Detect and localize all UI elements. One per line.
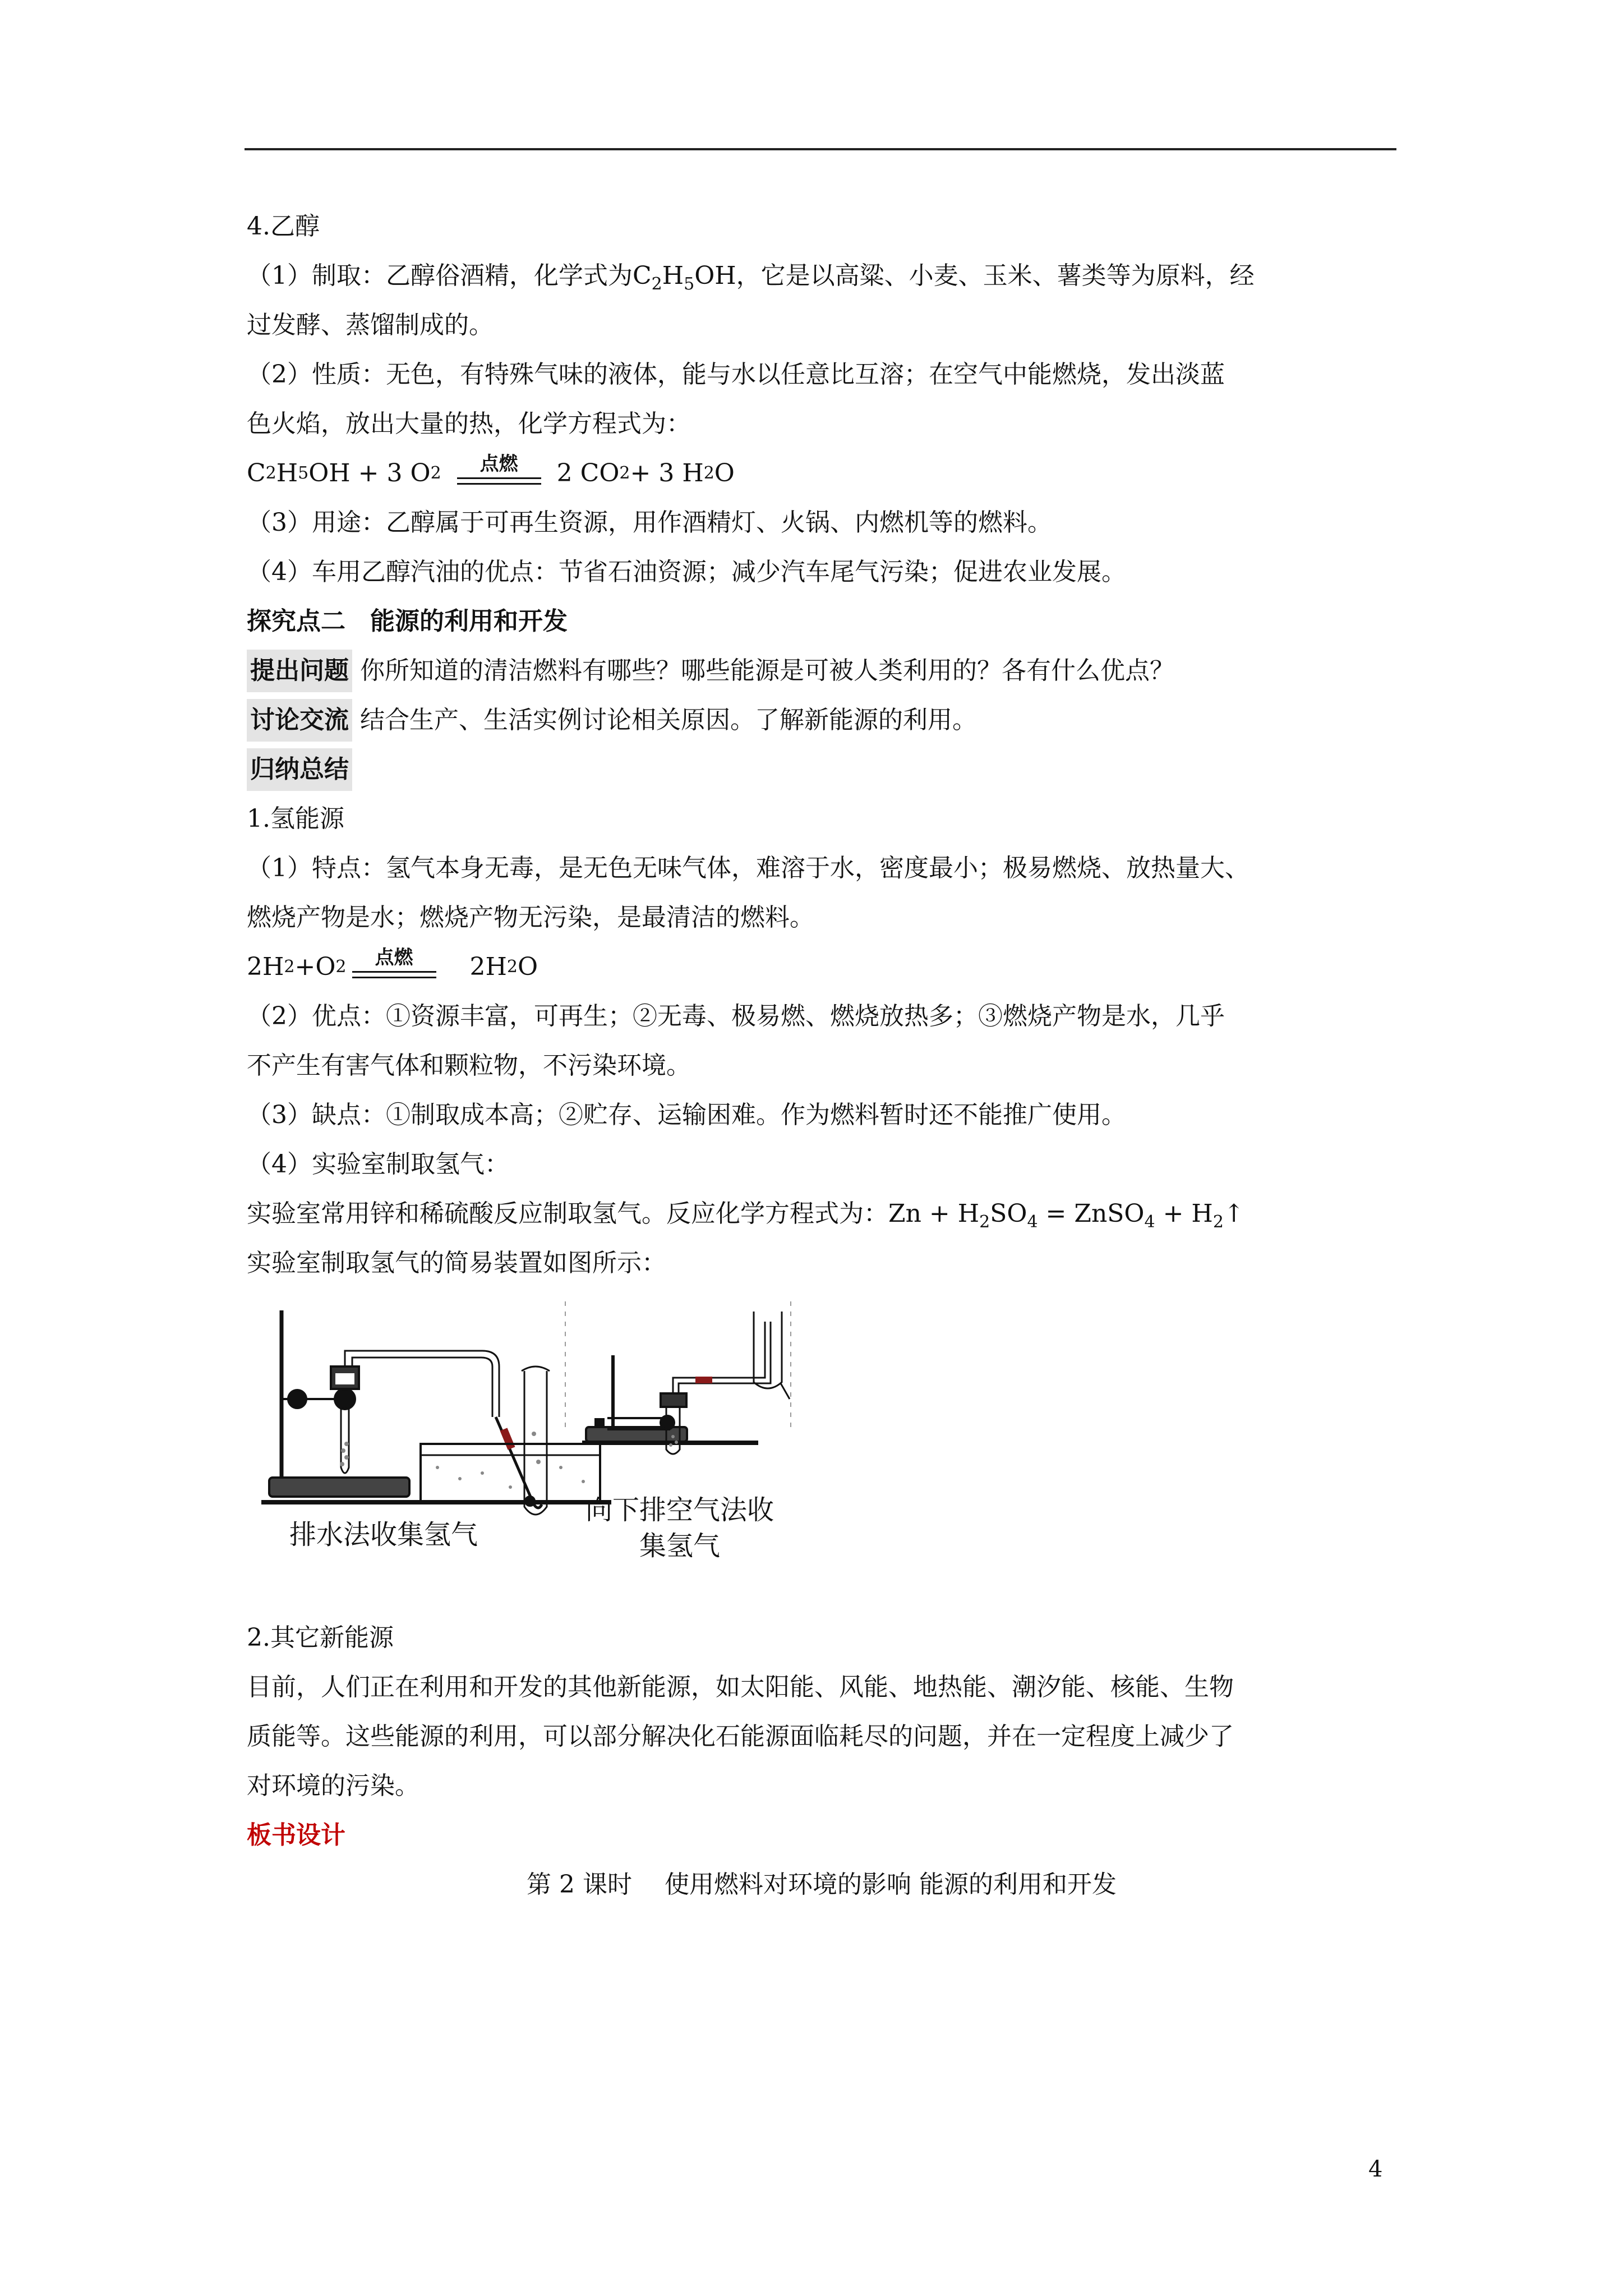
question-row (247, 646, 1396, 696)
board-design-title: 第 2 课时 使用燃料对环境的影响 能源的利用和开发 (527, 1870, 1117, 1899)
ethanol-gasoline-advantages: （4）车用乙醇汽油的优点：节省石油资源；减少汽车尾气污染；促进农业发展。 (247, 558, 1126, 586)
hydrogen-advantages-line-2: 不产生有害气体和颗粒物，不污染环境。 (247, 1051, 691, 1080)
ethanol-property-line-1: （2）性质：无色，有特殊气味的液体，能与水以任意比互溶；在空气中能燃烧，发出淡蓝 (247, 360, 1225, 389)
ethanol-use: （3）用途：乙醇属于可再生资源，用作酒精灯、火锅、内燃机等的燃料。 (247, 508, 1052, 537)
hydrogen-advantages-line-1: （2）优点：①资源丰富，可再生；②无毒、极易燃、燃烧放热多；③燃烧产物是水，几乎 (247, 1002, 1225, 1030)
hydrogen-heading: 1.氢能源 (247, 804, 344, 833)
other-energy-line-2: 质能等。这些能源的利用，可以部分解决化石能源面临耗尽的问题，并在一定程度上减少了 (247, 1722, 1234, 1751)
section-2-title: 探究点二 能源的利用和开发 (247, 607, 568, 636)
hydrogen-lab-heading: （4）实验室制取氢气： (247, 1150, 509, 1179)
discussion-text: 结合生产、生活实例讨论相关原因。了解新能源的利用。 (360, 706, 977, 734)
page-number: 4 (1368, 2156, 1383, 2182)
reaction-condition-arrow: 点燃 (457, 454, 541, 493)
ethanol-heading: 4.乙醇 (247, 212, 320, 241)
air-displacement-apparatus (565, 1301, 791, 1454)
caption-water-displacement: 排水法收集氢气 (289, 1519, 478, 1550)
question-label: 提出问题 (247, 650, 352, 692)
hydrogen-lab-equation: 实验室常用锌和稀硫酸反应制取氢气。反应化学方程式为：$Zn + H_2SO_4$ = ZnSO$_4$ + $H_2↑$ (247, 1199, 1244, 1232)
page-content (247, 202, 1396, 1910)
hydrogen-features-line-2: 燃烧产物是水；燃烧产物无污染，是最清洁的燃料。 (247, 903, 814, 932)
hydrogen-combustion-equation: 2H 2 +O 2 点燃 2H 2 O (247, 942, 1396, 992)
summary-row (247, 745, 1396, 794)
header-rule (245, 148, 1396, 150)
summary-label: 归纳总结 (247, 748, 352, 791)
ethanol-property-line-2: 色火焰，放出大量的热，化学方程式为： (247, 409, 691, 438)
other-energy-line-1: 目前，人们正在利用和开发的其他新能源，如太阳能、风能、地热能、潮汐能、核能、生物 (247, 1673, 1234, 1701)
hydrogen-apparatus-figure (247, 1299, 1396, 1613)
ethanol-preparation-line-2: 过发酵、蒸馏制成的。 (247, 311, 494, 339)
discussion-row (247, 696, 1396, 745)
apparatus-drawing (247, 1299, 1396, 1613)
water-displacement-apparatus (262, 1310, 610, 1515)
ethanol-preparation-line-1: （1）制取：乙醇俗酒精，化学式为$C_2H_5OH$，它是以高粱、小麦、玉米、薯类等为原料，经 (247, 261, 1255, 294)
reaction-condition-arrow: 点燃 (352, 947, 436, 987)
ethanol-combustion-equation: C 2 H 5 OH + 3 O 2 点燃 2 CO 2 + 3 H 2 O (247, 449, 1396, 498)
other-energy-heading: 2.其它新能源 (247, 1623, 394, 1652)
other-energy-line-3: 对环境的污染。 (247, 1772, 419, 1800)
hydrogen-disadvantages: （3）缺点：①制取成本高；②贮存、运输困难。作为燃料暂时还不能推广使用。 (247, 1101, 1126, 1129)
board-design-label: 板书设计 (247, 1821, 345, 1849)
caption-air-displacement: 向下排空气法收 集氢气 (585, 1494, 774, 1562)
discussion-label: 讨论交流 (247, 699, 352, 742)
hydrogen-features-line-1: （1）特点：氢气本身无毒，是无色无味气体，难溶于水，密度最小；极易燃烧、放热量大、 (247, 854, 1249, 882)
hydrogen-lab-figure-intro: 实验室制取氢气的简易装置如图所示： (247, 1249, 666, 1277)
question-text: 你所知道的清洁燃料有哪些？哪些能源是可被人类利用的？各有什么优点？ (360, 656, 1174, 685)
